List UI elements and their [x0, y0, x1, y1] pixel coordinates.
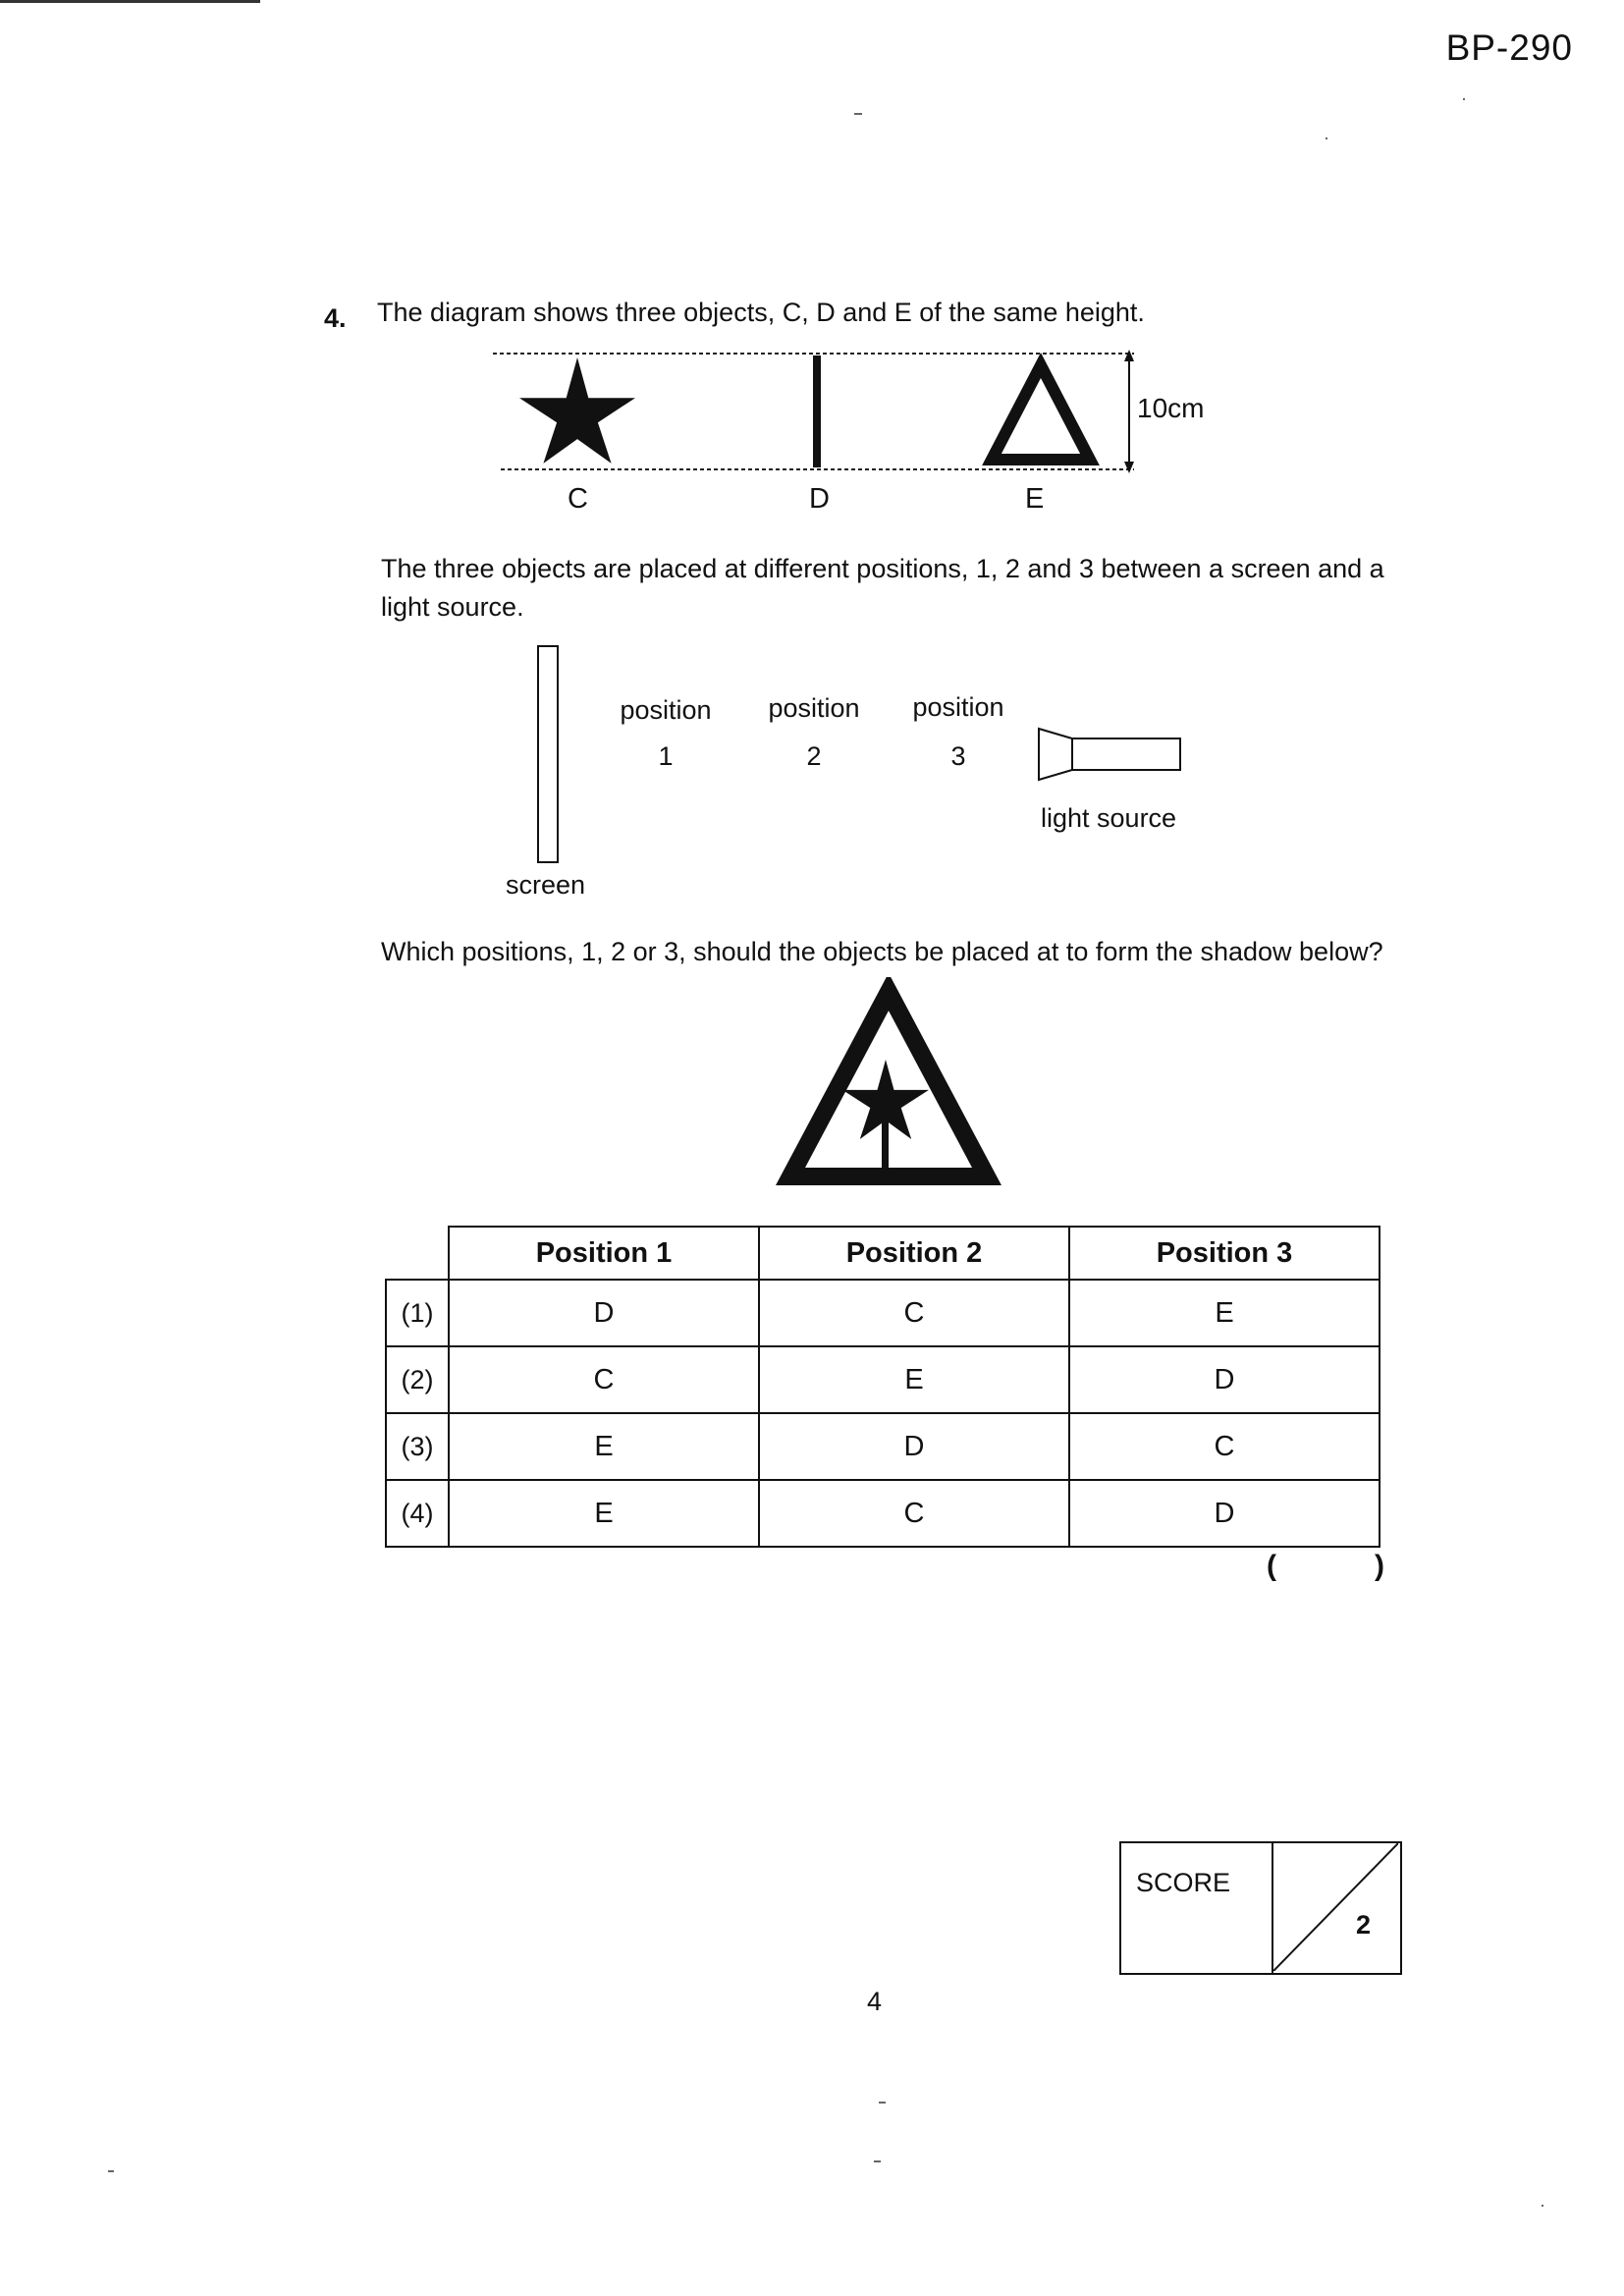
header-position-1: Position 1: [449, 1227, 759, 1280]
triangle-object-e: [992, 365, 1090, 460]
option-cell: E: [449, 1480, 759, 1547]
table-row: [386, 1280, 1380, 1346]
table-header-row: [386, 1227, 1380, 1280]
position-2-number: 2: [806, 741, 822, 771]
score-label: SCORE: [1136, 1868, 1231, 1897]
position-3-word: position: [912, 692, 1004, 722]
table-corner: [386, 1227, 449, 1280]
score-max: 2: [1356, 1910, 1372, 1940]
label-d: D: [809, 483, 830, 515]
scan-speck: [874, 2160, 881, 2162]
scan-speck: [108, 2170, 114, 2172]
page-number: 4: [867, 1987, 883, 2016]
answer-bracket-open: (: [1267, 1550, 1276, 1582]
paper-code: BP-290: [1445, 27, 1573, 68]
option-cell: E: [1069, 1280, 1380, 1346]
option-cell: E: [759, 1346, 1069, 1413]
scan-speck: [1326, 137, 1327, 139]
label-c: C: [568, 483, 588, 515]
scan-speck: [879, 2102, 886, 2104]
placement-text: The three objects are placed at different positions, 1, 2 and 3 between a screen and a light source.: [381, 554, 1384, 622]
score-slash: [1273, 1843, 1398, 1971]
star-object-c: [519, 357, 635, 464]
option-cell: D: [1069, 1346, 1380, 1413]
light-lens: [1039, 729, 1072, 780]
header-position-2: Position 2: [759, 1227, 1069, 1280]
screen-shape: [538, 646, 558, 862]
option-number: (2): [386, 1346, 449, 1413]
option-number: (3): [386, 1413, 449, 1480]
position-3-number: 3: [950, 741, 966, 771]
height-arrow-down: [1124, 462, 1134, 473]
bar-object-d: [813, 355, 821, 467]
shadow-figure: [766, 977, 1011, 1193]
scan-speck: [1463, 98, 1465, 100]
question-prompt: Which positions, 1, 2 or 3, should the objects be placed at to form the shadow below?: [381, 937, 1383, 966]
option-cell: C: [1069, 1413, 1380, 1480]
height-label: 10cm: [1137, 393, 1205, 423]
screen-label: screen: [506, 870, 586, 900]
question-text: The diagram shows three objects, C, D and E of the same height.: [377, 298, 1145, 327]
answer-bracket-close: ): [1375, 1550, 1384, 1582]
position-1-number: 1: [658, 741, 674, 771]
light-body: [1072, 738, 1180, 770]
position-1-word: position: [620, 695, 712, 725]
table-row: [386, 1480, 1380, 1547]
question-number: 4.: [324, 303, 347, 333]
scan-speck: [1542, 2205, 1543, 2207]
option-number: (1): [386, 1280, 449, 1346]
option-cell: E: [449, 1413, 759, 1480]
option-cell: C: [449, 1346, 759, 1413]
height-arrow-up: [1124, 350, 1134, 361]
option-cell: C: [759, 1280, 1069, 1346]
option-cell: D: [759, 1413, 1069, 1480]
top-rule: [0, 0, 260, 3]
options-table: [385, 1226, 1380, 1548]
option-number: (4): [386, 1480, 449, 1547]
option-cell: C: [759, 1480, 1069, 1547]
shadow-bar: [882, 1089, 889, 1172]
option-cell: D: [1069, 1480, 1380, 1547]
option-cell: D: [449, 1280, 759, 1346]
scan-speck: [854, 113, 862, 115]
position-2-word: position: [768, 693, 860, 723]
objects-diagram: [491, 344, 1237, 481]
header-position-3: Position 3: [1069, 1227, 1380, 1280]
light-source-label: light source: [1041, 803, 1177, 833]
table-row: [386, 1346, 1380, 1413]
table-row: [386, 1413, 1380, 1480]
label-e: E: [1025, 483, 1045, 515]
